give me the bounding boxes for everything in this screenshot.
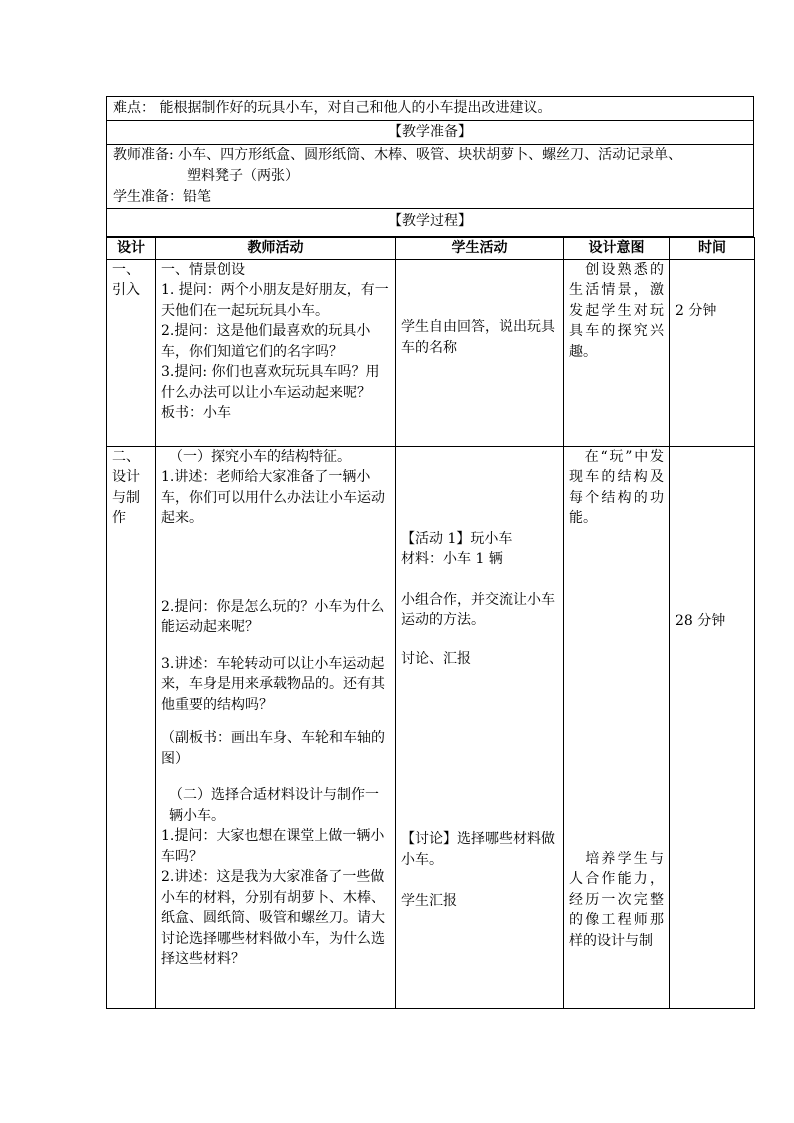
- design-cell: [107, 446, 156, 1008]
- col-header-time: 时间: [670, 238, 755, 260]
- teacher-text: （一）探究小车的结构特征。: [169, 448, 351, 465]
- prep-content-row: [106, 145, 754, 209]
- intent-text: 创设熟悉的生活情景，激发起学生对玩具车的探究兴趣。: [569, 261, 664, 360]
- teacher-prep-line2: 塑料凳子（两张）: [187, 168, 299, 184]
- teacher-text: 1.讲述：老师给大家准备了一辆小车，你们可以用什么办法让小车运动起来。: [161, 469, 385, 526]
- intent-cell: [564, 259, 670, 446]
- prep-heading-row: [106, 121, 754, 145]
- teacher-text: 2.讲述：这是我为大家准备了一些做小车的材料，分别有胡萝卜、木棒、纸盒、圆纸筒、吸管和螺丝刀。请大讨论选择哪些材料做小车，为什么选择这些材料？: [161, 869, 385, 967]
- difficulty-row: [106, 96, 754, 121]
- student-prep: 学生准备：铅笔: [113, 189, 211, 205]
- student-text: 学生汇报: [401, 893, 457, 909]
- prep-heading: 【教学准备】: [388, 124, 472, 140]
- time-text: 2 分钟: [675, 302, 717, 319]
- student-cell: [396, 259, 564, 446]
- difficulty-text: 难点： 能根据制作好的玩具小车，对自己和他人的小车提出改进建议。: [113, 100, 552, 116]
- process-heading-row: [106, 209, 754, 237]
- teacher-cell: [156, 446, 396, 1008]
- time-text: 28 分钟: [675, 612, 726, 629]
- time-cell: [670, 446, 755, 1008]
- teacher-text: 3.提问: 你们也喜欢玩玩具车吗？用什么办法可以让小车运动起来呢？: [161, 364, 380, 401]
- intent-text: 培养学生与人合作能力，经历一次完整的像工程师那样的设计与制: [569, 850, 664, 949]
- teacher-text: （二）选择合适材料设计与制作一辆小车。: [169, 787, 379, 824]
- student-text: 小组合作，并交流让小车运动的方法。: [401, 591, 555, 628]
- teacher-text: （副板书：画出车身、车轮和车轴的图）: [161, 730, 385, 767]
- intent-text: 在“玩”中发现车的结构及每个结构的功能。: [569, 448, 664, 526]
- col-header-intent: 设计意图: [564, 238, 670, 260]
- teacher-text: 板书：小车: [161, 405, 231, 421]
- design-cell: [107, 259, 156, 446]
- col-header-student: 学生活动: [396, 238, 564, 260]
- design-label: 一、 引入: [112, 261, 140, 298]
- process-heading: 【教学过程】: [388, 213, 472, 229]
- table-row: [107, 259, 755, 446]
- intent-cell: [564, 446, 670, 1008]
- table-row: [107, 446, 755, 1008]
- teacher-text: 一、情景创设: [161, 261, 245, 278]
- student-cell: [396, 446, 564, 1008]
- teacher-prep-line1: 教师准备: 小车、四方形纸盒、圆形纸筒、木棒、吸管、块状胡萝卜、螺丝刀、活动记录单、: [113, 147, 683, 163]
- col-header-teacher: 教师活动: [156, 238, 396, 260]
- process-table: [106, 237, 755, 1009]
- teacher-text: 3.讲述：车轮转动可以让小车运动起来，车身是用来承载物品的。还有其他重要的结构吗？: [161, 655, 385, 713]
- student-text: 材料：小车 1 辆: [401, 551, 503, 567]
- student-text: 【活动 1】玩小车: [401, 530, 513, 547]
- design-label: 二、 设计 与制 作: [112, 448, 140, 526]
- table-header-row: [107, 238, 755, 260]
- lesson-plan-sheet: [106, 96, 754, 1009]
- teacher-text: 1. 提问：两个小朋友是好朋友，有一天他们在一起玩玩具小车。: [161, 282, 389, 319]
- teacher-text: 2.提问：这是他们最喜欢的玩具小车，你们知道它们的名字吗？: [161, 323, 371, 360]
- teacher-text: 1.提问：大家也想在课堂上做一辆小车吗？: [161, 828, 385, 865]
- teacher-text: 2.提问：你是怎么玩的？小车为什么能运动起来呢？: [161, 598, 385, 635]
- col-header-design: 设计: [107, 238, 156, 260]
- time-cell: [670, 259, 755, 446]
- student-text: 讨论、汇报: [401, 650, 471, 667]
- student-text: 学生自由回答，说出玩具车的名称: [401, 319, 555, 356]
- teacher-cell: [156, 259, 396, 446]
- student-text: 【讨论】选择哪些材料做小车。: [401, 831, 555, 868]
